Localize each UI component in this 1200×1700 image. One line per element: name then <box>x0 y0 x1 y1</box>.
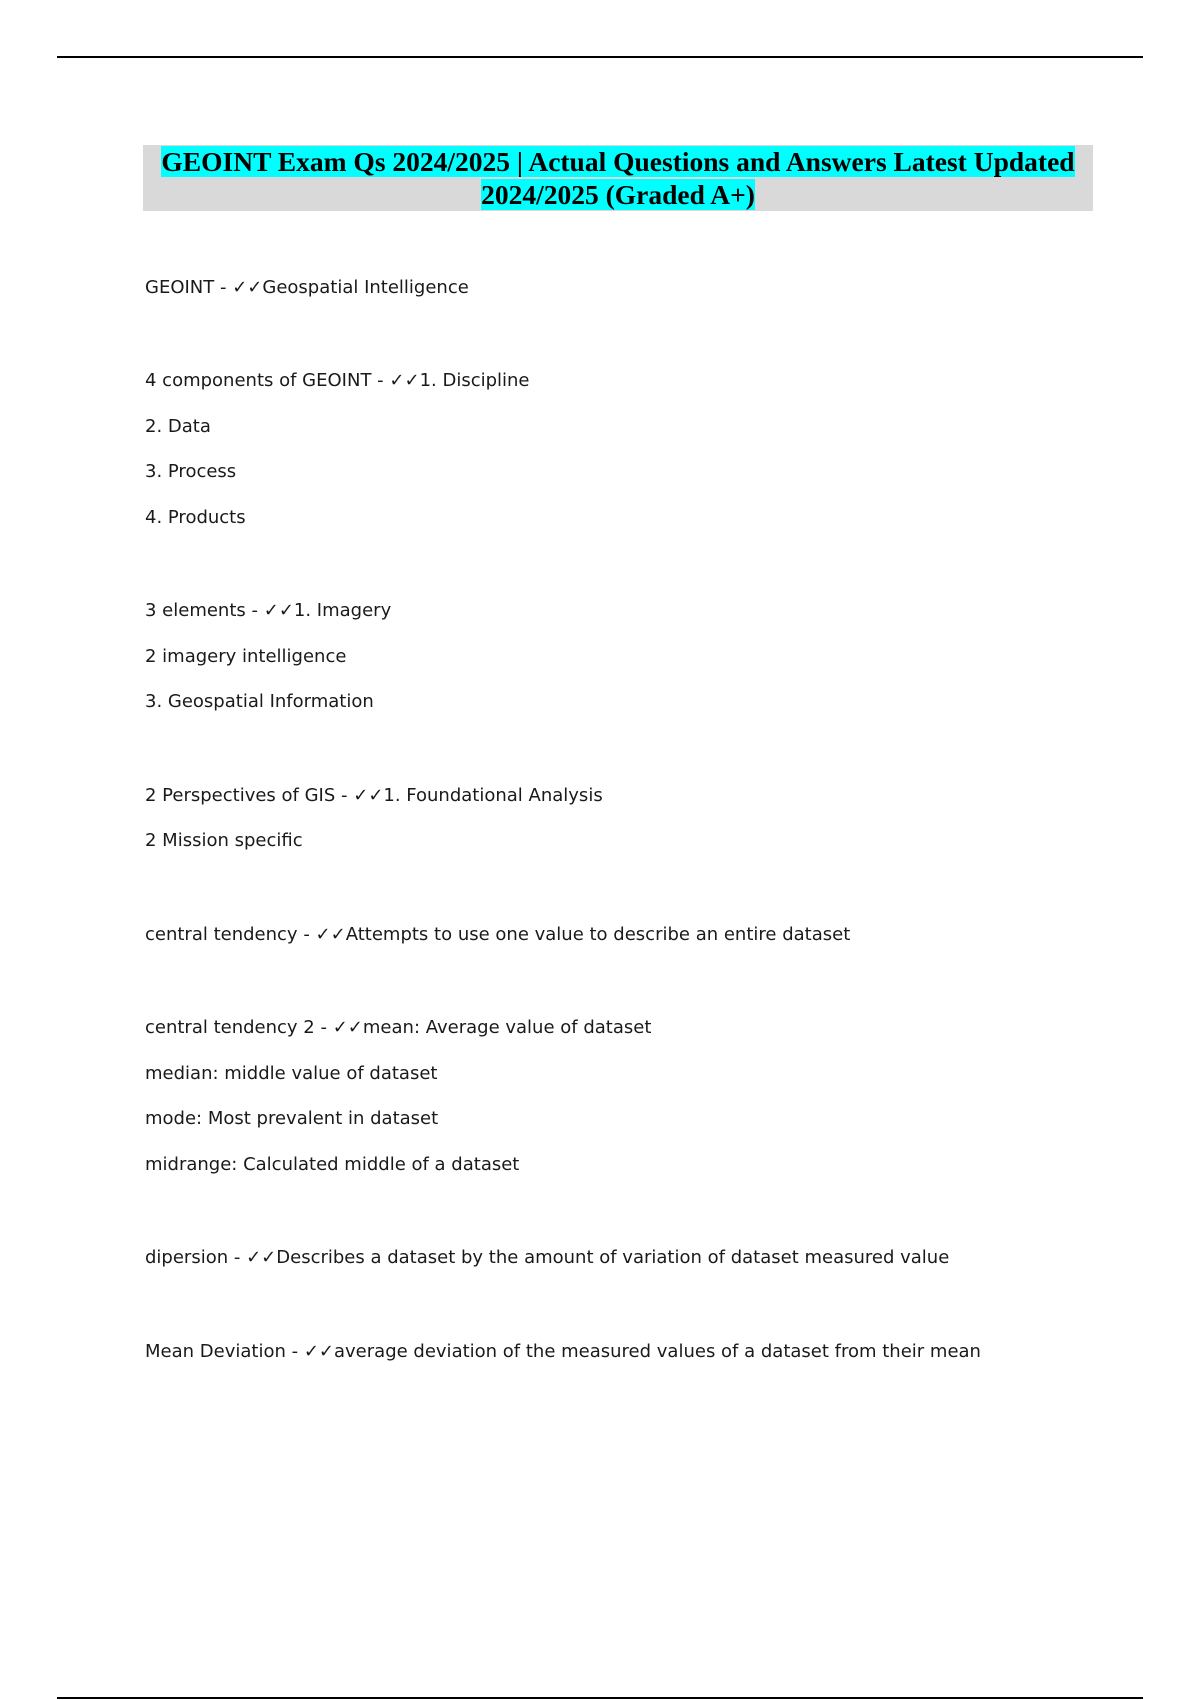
answer-continuation: mode: Most prevalent in dataset <box>145 1108 439 1129</box>
separator: - <box>314 1017 333 1038</box>
double-check-icon: ✓✓ <box>263 600 294 621</box>
qa-entry <box>145 600 391 622</box>
double-check-icon: ✓✓ <box>232 277 263 298</box>
separator: - <box>245 600 264 621</box>
double-check-icon: ✓✓ <box>315 924 346 945</box>
double-check-icon: ✓✓ <box>246 1247 277 1268</box>
title-line-2: 2024/2025 (Graded A+) <box>481 179 755 210</box>
title-line-1: GEOINT Exam Qs 2024/2025 | Actual Questions and Answers Latest Updated <box>161 146 1075 177</box>
question-term: 3 elements <box>145 600 246 621</box>
document-title <box>143 145 1093 211</box>
separator: - <box>285 1341 304 1362</box>
answer-continuation: 2 Mission specific <box>145 830 303 851</box>
double-check-icon: ✓✓ <box>353 785 384 806</box>
question-term: central tendency 2 <box>145 1017 315 1038</box>
qa-entry <box>145 785 603 807</box>
question-term: dipersion <box>145 1247 229 1268</box>
question-term: central tendency <box>145 924 298 945</box>
answer-text: mean: Average value of dataset <box>362 1017 652 1038</box>
qa-entry <box>145 370 530 392</box>
answer-continuation: midrange: Calculated middle of a dataset <box>145 1154 520 1175</box>
separator: - <box>228 1247 247 1268</box>
answer-text: Attempts to use one value to describe an entire dataset <box>345 924 851 945</box>
answer-continuation: 3. Process <box>145 461 237 482</box>
answer-text: 1. Foundational Analysis <box>383 785 603 806</box>
double-check-icon: ✓✓ <box>303 1341 334 1362</box>
qa-entry <box>145 1247 949 1269</box>
answer-continuation: 4. Products <box>145 507 246 528</box>
question-term: 4 components of GEOINT <box>145 370 372 391</box>
question-term: 2 Perspectives of GIS <box>145 785 336 806</box>
question-term: Mean Deviation <box>145 1341 286 1362</box>
answer-text: average deviation of the measured values of a dataset from their mean <box>334 1341 981 1362</box>
qa-entry <box>145 924 850 946</box>
double-check-icon: ✓✓ <box>332 1017 363 1038</box>
answer-continuation: 2 imagery intelligence <box>145 646 347 667</box>
answer-continuation: 2. Data <box>145 416 211 437</box>
answer-text: Describes a dataset by the amount of variation of dataset measured value <box>276 1247 950 1268</box>
answer-text: Geospatial Intelligence <box>262 277 469 298</box>
answer-text: 1. Discipline <box>419 370 530 391</box>
separator: - <box>371 370 390 391</box>
answer-continuation: 3. Geospatial Information <box>145 691 374 712</box>
question-term: GEOINT <box>145 277 215 298</box>
qa-entry <box>145 277 469 299</box>
separator: - <box>214 277 233 298</box>
separator: - <box>335 785 354 806</box>
top-rule <box>57 56 1143 58</box>
bottom-rule <box>57 1697 1143 1699</box>
separator: - <box>297 924 316 945</box>
qa-entry <box>145 1341 981 1363</box>
qa-entry <box>145 1017 651 1039</box>
answer-continuation: median: middle value of dataset <box>145 1063 438 1084</box>
answer-text: 1. Imagery <box>293 600 392 621</box>
double-check-icon: ✓✓ <box>389 370 420 391</box>
